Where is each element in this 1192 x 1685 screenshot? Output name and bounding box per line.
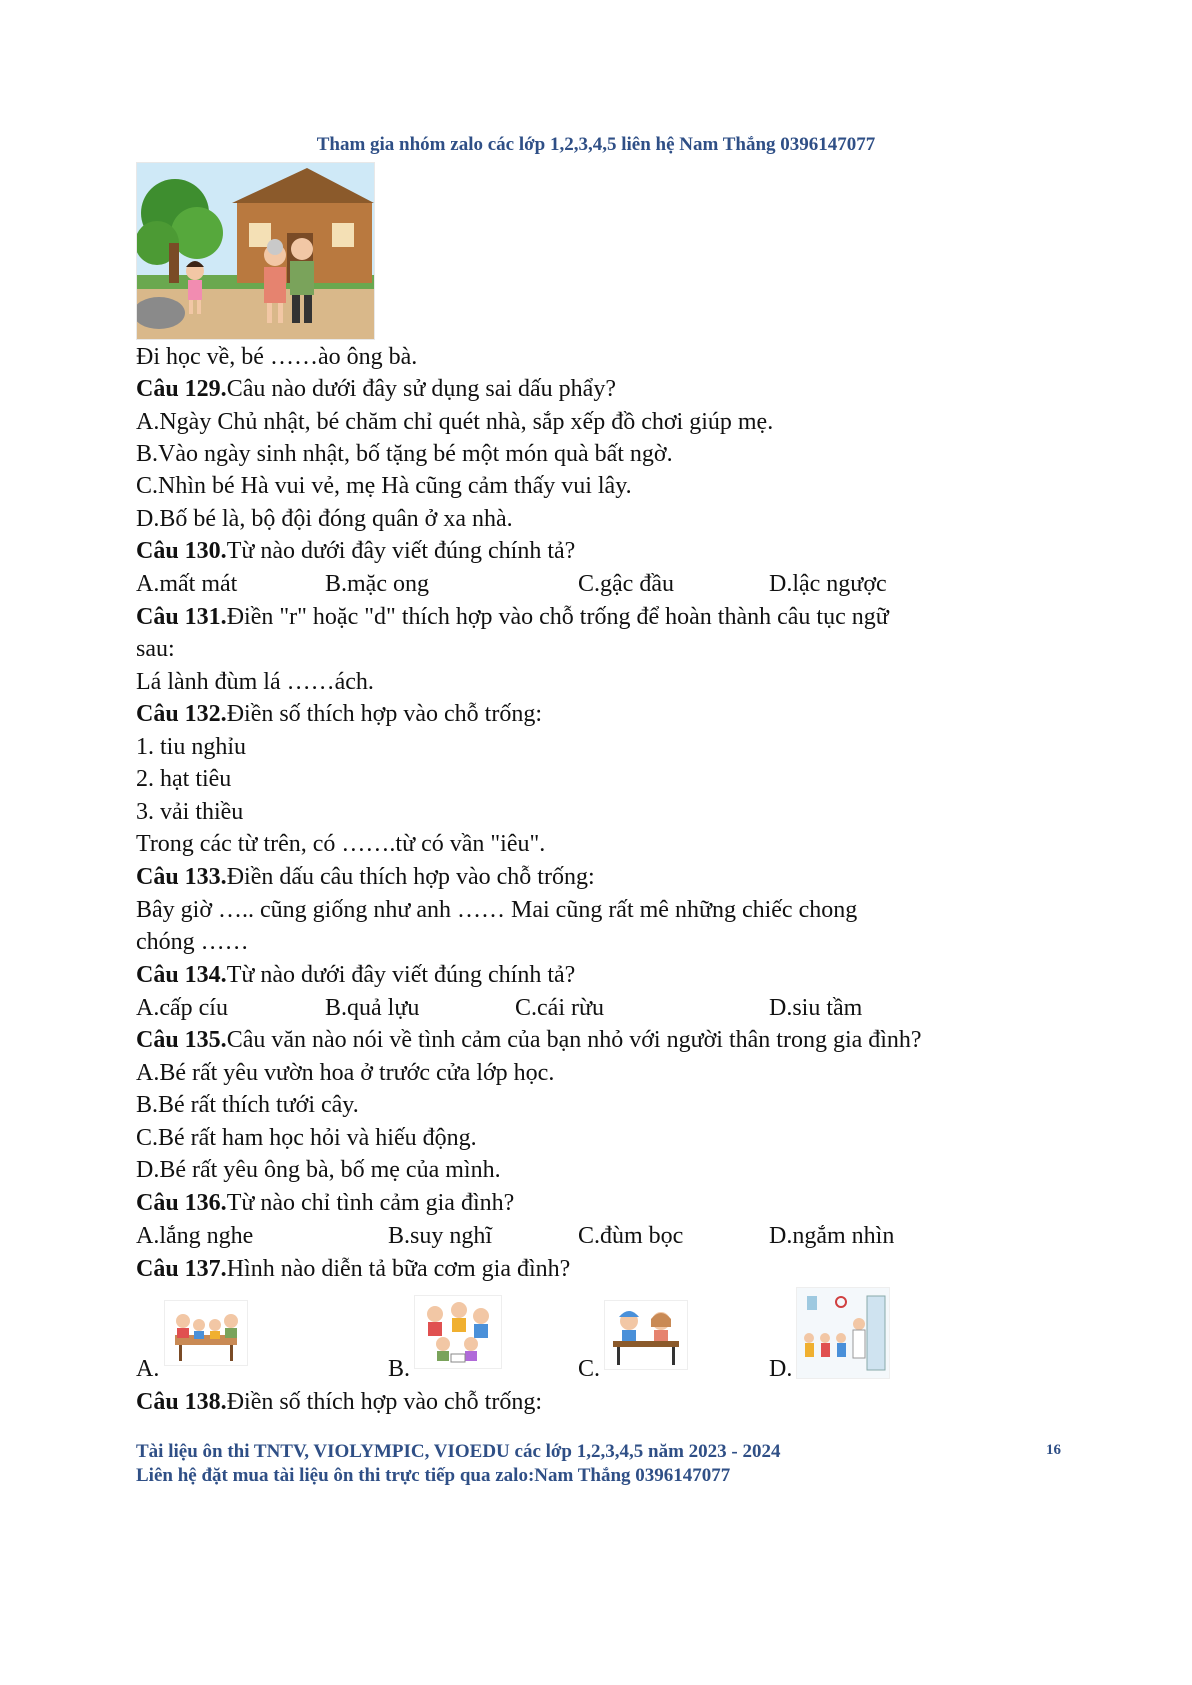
question-number: Câu 135. — [136, 1027, 227, 1053]
option-a: A.Ngày Chủ nhật, bé chăm chỉ quét nhà, sắp xếp đồ chơi giúp mẹ. — [136, 409, 774, 435]
option-b-label: B. — [388, 1356, 411, 1382]
question-text: Từ nào chỉ tình cảm gia đình? — [226, 1190, 515, 1216]
question-133 — [136, 862, 595, 892]
option-c: C.gậc đầu — [578, 571, 674, 597]
fill-in-line: Trong các từ trên, có …….từ có vần "iêu". — [136, 831, 546, 857]
option-b: B.quả lựu — [325, 995, 420, 1021]
option-a: A.Bé rất yêu vườn hoa ở trước cửa lớp học. — [136, 1060, 555, 1086]
question-number: Câu 132. — [136, 701, 227, 727]
option-b: B.suy nghĩ — [388, 1223, 493, 1249]
question-text: Từ nào dưới đây viết đúng chính tả? — [226, 962, 576, 988]
option-a: A.lắng nghe — [136, 1223, 254, 1249]
question-138 — [136, 1387, 542, 1417]
page-header: Tham gia nhóm zalo các lớp 1,2,3,4,5 liên hệ Nam Thắng 0396147077 — [316, 134, 876, 155]
question-134 — [136, 960, 575, 990]
question-number: Câu 133. — [136, 864, 227, 890]
option-c: C.đùm bọc — [578, 1223, 684, 1249]
list-item: 1. tiu nghỉu — [136, 734, 247, 760]
grandparents-illustration — [136, 162, 375, 340]
list-item: 2. hạt tiêu — [136, 766, 232, 792]
question-text: Điền số thích hợp vào chỗ trống: — [226, 701, 542, 727]
option-a-label: A. — [136, 1356, 160, 1382]
question-text: Câu văn nào nói về tình cảm của bạn nhỏ với người thân trong gia đình? — [226, 1027, 922, 1053]
list-item: 3. vải thiều — [136, 799, 244, 825]
question-number: Câu 138. — [136, 1389, 227, 1415]
option-c: C.Bé rất ham học hỏi và hiếu động. — [136, 1125, 477, 1151]
family-meal-image — [164, 1300, 248, 1366]
question-number: Câu 136. — [136, 1190, 227, 1216]
footer-line-2: Liên hệ đặt mua tài liệu ôn thi trực tiếp qua zalo:Nam Thắng 0396147077 — [136, 1465, 731, 1486]
option-d: D.Bé rất yêu ông bà, bố mẹ của mình. — [136, 1157, 501, 1183]
option-b: B.Bé rất thích tưới cây. — [136, 1092, 359, 1118]
question-130 — [136, 536, 575, 566]
fill-in-line: chóng …… — [136, 929, 249, 955]
fill-in-line: Bây giờ ….. cũng giống như anh …… Mai cũng rất mê những chiếc chong — [136, 897, 858, 923]
option-c: C.cái rừu — [515, 995, 604, 1021]
option-c: C.Nhìn bé Hà vui vẻ, mẹ Hà cũng cảm thấy vui lây. — [136, 473, 632, 499]
question-text: Hình nào diễn tả bữa cơm gia đình? — [226, 1256, 571, 1282]
question-number: Câu 134. — [136, 962, 227, 988]
question-number: Câu 131. — [136, 604, 227, 630]
option-d: D.lậc ngược — [769, 571, 887, 597]
question-text: Điền dấu câu thích hợp vào chỗ trống: — [226, 864, 595, 890]
question-132 — [136, 699, 542, 729]
question-131 — [136, 602, 889, 632]
option-b: B.mặc ong — [325, 571, 429, 597]
doctor-visit-image — [796, 1287, 890, 1379]
option-d-label: D. — [769, 1356, 793, 1382]
children-reading-image — [414, 1295, 502, 1369]
page-number: 16 — [1046, 1442, 1061, 1458]
question-text: Câu nào dưới đây sử dụng sai dấu phẩy? — [226, 376, 616, 402]
question-text: Điền số thích hợp vào chỗ trống: — [226, 1389, 542, 1415]
fill-in-line: Đi học về, bé ……ào ông bà. — [136, 344, 418, 370]
question-135 — [136, 1025, 922, 1055]
option-d: D.Bố bé là, bộ đội đóng quân ở xa nhà. — [136, 506, 513, 532]
question-text: Từ nào dưới đây viết đúng chính tả? — [226, 538, 576, 564]
question-text: Điền "r" hoặc "d" thích hợp vào chỗ trống để hoàn thành câu tục ngữ — [226, 604, 889, 630]
footer-line-1: Tài liệu ôn thi TNTV, VIOLYMPIC, VIOEDU các lớp 1,2,3,4,5 năm 2023 - 2024 — [136, 1441, 781, 1462]
fill-in-line: Lá lành đùm lá ……ách. — [136, 669, 374, 695]
question-number: Câu 129. — [136, 376, 227, 402]
option-d: D.ngắm nhìn — [769, 1223, 895, 1249]
option-a: A.cấp cíu — [136, 995, 228, 1021]
question-continuation: sau: — [136, 636, 175, 662]
option-b: B.Vào ngày sinh nhật, bố tặng bé một món quà bất ngờ. — [136, 441, 673, 467]
question-136 — [136, 1188, 514, 1218]
question-137 — [136, 1254, 570, 1284]
option-a: A.mất mát — [136, 571, 238, 597]
question-number: Câu 137. — [136, 1256, 227, 1282]
question-129 — [136, 374, 616, 404]
question-number: Câu 130. — [136, 538, 227, 564]
two-kids-at-table-image — [604, 1300, 688, 1370]
option-d: D.siu tầm — [769, 995, 863, 1021]
option-c-label: C. — [578, 1356, 601, 1382]
